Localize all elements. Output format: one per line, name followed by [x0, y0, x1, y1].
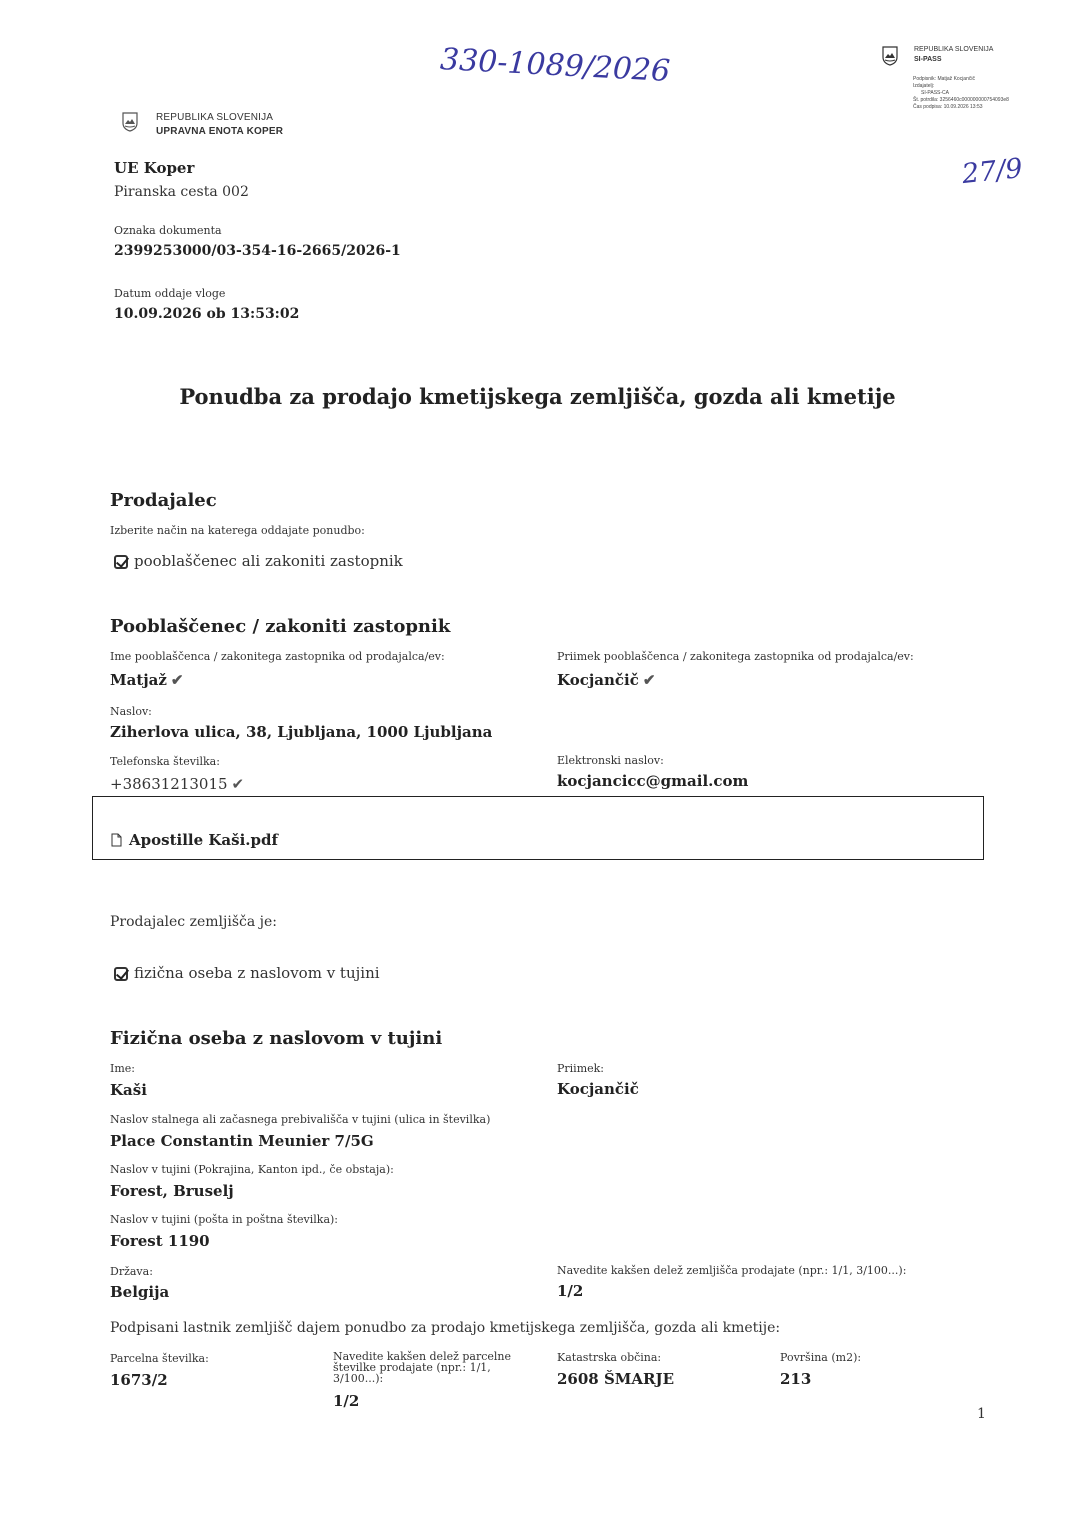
agent-first-name	[110, 671, 184, 689]
agent-email: kocjancicc@gmail.com	[557, 772, 749, 790]
sipass-certificate: Št. potrdila: 3256460c000000000754093e8	[913, 97, 1009, 103]
parcel-area-label: Površina (m2):	[780, 1351, 862, 1364]
recipient-name: UE Koper	[114, 159, 195, 177]
person-last-name: Kocjančič	[557, 1080, 639, 1098]
agent-email-label: Elektronski naslov:	[557, 754, 664, 767]
agent-address: Ziherlova ulica, 38, Ljubljana, 1000 Ljubljana	[110, 723, 493, 741]
attachment-box[interactable]	[92, 796, 984, 860]
agent-heading: Pooblaščenec / zakoniti zastopnik	[110, 616, 451, 637]
header-office: UPRAVNA ENOTA KOPER	[156, 126, 284, 137]
parcel-share: 1/2	[333, 1392, 360, 1410]
parcel-number-label: Parcelna številka:	[110, 1352, 209, 1365]
submitted-value: 10.09.2026 ob 13:53:02	[114, 306, 300, 322]
attachment-filename[interactable]: Apostille Kaši.pdf	[129, 831, 278, 849]
parcel-number: 1673/2	[110, 1371, 168, 1389]
checked-checkbox-icon	[114, 555, 128, 569]
person-heading: Fizična oseba z naslovom v tujini	[110, 1028, 443, 1049]
agent-phone	[110, 775, 244, 793]
page-title: Ponudba za prodajo kmetijskega zemljišča, gozda ali kmetije	[179, 384, 896, 409]
verified-check-icon: ✔	[642, 671, 656, 689]
agent-first-name-label: Ime pooblaščenca / zakonitega zastopnika od prodajalca/ev:	[110, 650, 445, 663]
sipass-issuer-label: Izdajatelj:	[913, 83, 935, 89]
handwritten-page-mark: 27/9	[960, 152, 1025, 191]
handwritten-reference-number: 330-1089/2026	[439, 42, 671, 89]
sipass-sign-time: Čas podpisa: 10.09.2026 13:53	[913, 104, 983, 110]
person-share-label: Navedite kakšen delež zemljišča prodajate (npr.: 1/1, 3/100...):	[557, 1264, 907, 1277]
agent-last-name-value: Kocjančič	[557, 671, 639, 689]
sipass-line1: REPUBLIKA SLOVENIJA	[914, 46, 994, 53]
sipass-line2: SI-PASS	[914, 56, 942, 63]
parcel-municipality: 2608 ŠMARJE	[557, 1370, 675, 1388]
person-region: Forest, Bruselj	[110, 1182, 234, 1200]
seller-type-option-label: fizična oseba z naslovom v tujini	[134, 964, 380, 982]
header-republic: REPUBLIKA SLOVENIJA	[156, 112, 274, 123]
person-street: Place Constantin Meunier 7/5G	[110, 1132, 374, 1150]
person-country-label: Država:	[110, 1265, 153, 1278]
agent-last-name	[557, 671, 655, 689]
agent-address-label: Naslov:	[110, 705, 152, 718]
person-share: 1/2	[557, 1282, 584, 1300]
slovenia-coat-of-arms-icon	[882, 46, 898, 66]
parcel-area: 213	[780, 1370, 812, 1388]
agent-last-name-label: Priimek pooblaščenca / zakonitega zastopnika od prodajalca/ev:	[557, 650, 914, 663]
person-post: Forest 1190	[110, 1232, 210, 1250]
file-icon	[111, 833, 122, 847]
agent-phone-label: Telefonska številka:	[110, 755, 220, 768]
person-country: Belgija	[110, 1283, 170, 1301]
seller-option	[114, 552, 403, 570]
slovenia-coat-of-arms-icon	[122, 112, 138, 132]
verified-check-icon: ✔	[231, 775, 245, 793]
seller-option-label: pooblaščenec ali zakoniti zastopnik	[134, 552, 403, 570]
recipient-address: Piranska cesta 002	[114, 184, 249, 200]
person-post-label: Naslov v tujini (pošta in poštna številka):	[110, 1213, 339, 1226]
doc-id-label: Oznaka dokumenta	[114, 224, 222, 237]
person-first-name-label: Ime:	[110, 1062, 135, 1075]
offer-statement: Podpisani lastnik zemljišč dajem ponudbo za prodajo kmetijskega zemljišča, gozda ali kmetije:	[110, 1320, 781, 1336]
parcel-share-label: Navedite kakšen delež parcelne številke prodajate (npr.: 1/1, 3/100...):	[333, 1350, 512, 1385]
seller-prompt: Izberite način na katerega oddajate ponudbo:	[110, 524, 365, 537]
submitted-label: Datum oddaje vloge	[114, 287, 226, 300]
seller-type-prompt: Prodajalec zemljišča je:	[110, 914, 277, 930]
person-first-name: Kaši	[110, 1081, 147, 1099]
parcel-municipality-label: Katastrska občina:	[557, 1351, 662, 1364]
sipass-signer: Podpisnik: Matjaž Kocjančič	[913, 76, 975, 82]
verified-check-icon: ✔	[170, 671, 184, 689]
agent-phone-value: +38631213015	[110, 775, 228, 793]
seller-heading: Prodajalec	[110, 490, 217, 511]
checked-checkbox-icon	[114, 967, 128, 981]
doc-id-value: 2399253000/03-354-16-2665/2026-1	[114, 243, 401, 259]
seller-type-option	[114, 964, 380, 982]
person-region-label: Naslov v tujini (Pokrajina, Kanton ipd., če obstaja):	[110, 1163, 394, 1176]
agent-first-name-value: Matjaž	[110, 671, 167, 689]
sipass-issuer: SI-PASS-CA	[921, 90, 949, 96]
person-last-name-label: Priimek:	[557, 1062, 605, 1075]
page-number: 1	[977, 1406, 986, 1422]
person-street-label: Naslov stalnega ali začasnega prebivališča v tujini (ulica in številka)	[110, 1113, 491, 1126]
